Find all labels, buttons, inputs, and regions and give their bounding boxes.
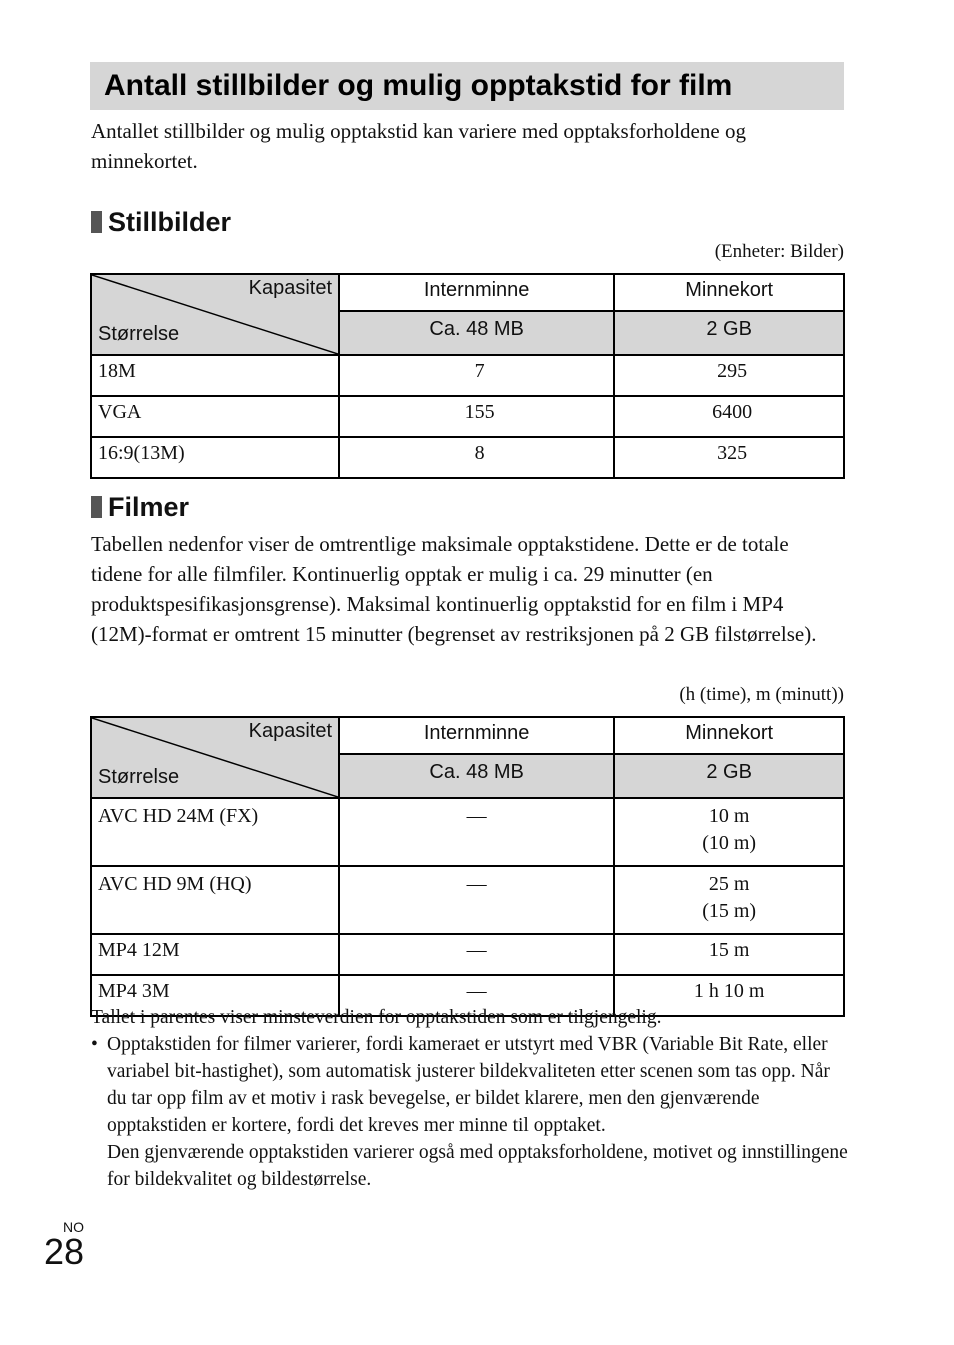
card-min-value: (10 m): [702, 832, 757, 854]
movies-heading-text: Filmer: [108, 492, 190, 522]
table-row: [91, 798, 844, 866]
stills-units: (Enheter: Bilder): [714, 241, 844, 262]
internal-cell: —: [339, 934, 614, 975]
movies-units: (h (time), m (minutt)): [679, 684, 844, 705]
col-header-card: Minnekort: [614, 717, 844, 754]
bullet-text-continued: Den gjenværende opptakstiden varierer også med opptaksforholdene, motivet og innstillingene for bildekvalitet og bildestørrelse.: [107, 1142, 848, 1190]
heading-marker-icon: [91, 211, 102, 233]
size-cell: AVC HD 9M (HQ): [91, 866, 339, 934]
size-cell: 16:9(13M): [91, 437, 339, 478]
stills-heading: [91, 206, 231, 238]
internal-cell: 8: [339, 437, 614, 478]
movies-table: [90, 716, 845, 1017]
intro-paragraph: Antallet stillbilder og mulig opptakstid kan variere med opptaksforholdene og minnekortet.: [91, 119, 746, 173]
heading-marker-icon: [91, 496, 102, 518]
card-value: 10 m: [708, 805, 750, 827]
page-number: 28: [44, 1231, 85, 1272]
card-cell: 325: [614, 437, 844, 478]
table-row: [91, 355, 844, 396]
table-row: [91, 934, 844, 975]
size-cell: MP4 12M: [91, 934, 339, 975]
card-cell: 295: [614, 355, 844, 396]
movies-heading: [91, 491, 189, 523]
card-cell: [614, 866, 844, 934]
col-header-internal: Internminne: [339, 717, 614, 754]
bullet-note: [91, 1031, 851, 1193]
bullet-text: Opptakstiden for filmer varierer, fordi kameraet er utstyrt med VBR (Variable Bit Rate, eller variabel bit-hastighet), som automatisk justerer bildekvaliteten etter scenen som tas opp. Når du tar opp film av et motiv i rask bevegelse, er bildet klarere, men den gjenværende opptakstiden er kortere, fordi det kreves mer minne til opptaket.: [107, 1034, 830, 1136]
card-min-value: (15 m): [702, 900, 757, 922]
size-cell: 18M: [91, 355, 339, 396]
col-header-card: Minnekort: [614, 274, 844, 311]
table-row: [91, 396, 844, 437]
size-cell: MP4 3M: [91, 975, 339, 1016]
internal-cell: 7: [339, 355, 614, 396]
card-cell: [614, 798, 844, 866]
card-cell: 1 h 10 m: [614, 975, 844, 1016]
card-cell: 6400: [614, 396, 844, 437]
bullet-icon: •: [91, 1034, 98, 1055]
table-row: [91, 437, 844, 478]
stills-table: [90, 273, 845, 479]
table-row: [91, 866, 844, 934]
size-cell: AVC HD 24M (FX): [91, 798, 339, 866]
page-title: Antall stillbilder og mulig opptakstid for film: [104, 69, 733, 102]
movies-corner-cell: [91, 717, 339, 798]
internal-cell: —: [339, 798, 614, 866]
section-title-bar: [90, 62, 844, 110]
corner-size-label: Størrelse: [98, 323, 180, 345]
footnote: Tallet i parentes viser minsteverdien for opptakstiden som er tilgjengelig.: [91, 1007, 662, 1028]
internal-cell: —: [339, 866, 614, 934]
card-cell: 15 m: [614, 934, 844, 975]
stills-corner-cell: [91, 274, 339, 355]
card-value: 25 m: [708, 873, 750, 895]
movies-description: Tabellen nedenfor viser de omtrentlige maksimale opptakstidene. Dette er de totale tidene for alle filmfiler. Kontinuerlig opptak er mulig i ca. 29 minutter (en produktspesifikasjonsgrense). Maksimal kontinuerlig opptakstid for en film i MP4 (12M)-format er omtrent 15 minutter (begrenset av restriksjonen på 2 GB filstørrelse).: [91, 532, 817, 646]
size-cell: VGA: [91, 396, 339, 437]
col-header-internal: Internminne: [339, 274, 614, 311]
corner-capacity-label: Kapasitet: [248, 720, 332, 742]
col-sub-card: 2 GB: [614, 311, 844, 355]
corner-size-label: Størrelse: [98, 766, 180, 788]
internal-cell: —: [339, 975, 614, 1016]
col-sub-internal: Ca. 48 MB: [339, 311, 614, 355]
language-code: NO: [63, 1219, 84, 1235]
stills-heading-text: Stillbilder: [108, 207, 232, 237]
col-sub-internal: Ca. 48 MB: [339, 754, 614, 798]
internal-cell: 155: [339, 396, 614, 437]
corner-capacity-label: Kapasitet: [248, 277, 332, 299]
col-sub-card: 2 GB: [614, 754, 844, 798]
